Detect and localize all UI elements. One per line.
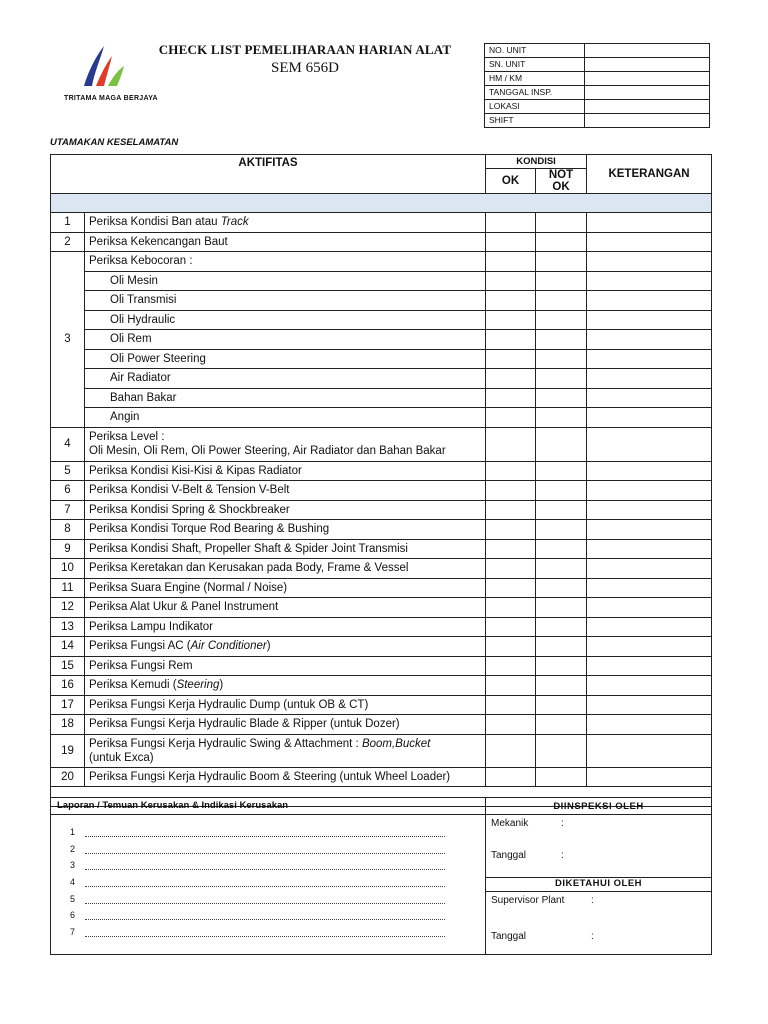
ok-checkbox[interactable]	[486, 388, 536, 408]
checklist-row	[51, 656, 712, 676]
not-ok-checkbox[interactable]	[536, 291, 587, 311]
activity-cell	[85, 578, 486, 598]
not-ok-checkbox[interactable]	[536, 213, 587, 233]
not-ok-checkbox[interactable]	[536, 232, 587, 252]
info-row	[485, 114, 710, 128]
aktifitas-header: AKTIFITAS	[51, 155, 486, 194]
not-ok-checkbox[interactable]	[536, 349, 587, 369]
activity-text: Periksa Fungsi AC (	[89, 640, 191, 653]
not-ok-checkbox[interactable]	[536, 500, 587, 520]
checklist-row	[51, 598, 712, 618]
activity-text: Bahan Bakar	[110, 391, 177, 404]
not-ok-checkbox[interactable]	[536, 715, 587, 735]
keterangan-field[interactable]	[587, 310, 712, 330]
checklist-row	[51, 388, 712, 408]
row-number: 15	[51, 656, 85, 676]
checklist-row	[51, 520, 712, 540]
activity-text: Periksa Alat Ukur & Panel Instrument	[89, 601, 279, 614]
activity-cell	[85, 734, 486, 767]
checklist-row	[51, 559, 712, 579]
ok-checkbox[interactable]	[486, 310, 536, 330]
activity-emphasis: Steering	[176, 679, 220, 692]
ok-checkbox[interactable]	[486, 252, 536, 272]
activity-cell	[85, 520, 486, 540]
supervisor-label: Supervisor Plant	[491, 895, 565, 906]
activity-cell	[85, 695, 486, 715]
tanggal-label-2: Tanggal	[491, 931, 527, 942]
row-number: 11	[51, 578, 85, 598]
activity-text: Periksa Fungsi Kerja Hydraulic Swing & Attachment :	[89, 737, 362, 750]
keterangan-field[interactable]	[587, 695, 712, 715]
keterangan-field[interactable]	[587, 232, 712, 252]
activity-cell	[85, 427, 486, 461]
not-ok-checkbox[interactable]	[536, 271, 587, 291]
info-value[interactable]	[585, 86, 710, 100]
section-band	[51, 194, 712, 213]
checklist-table	[50, 154, 712, 807]
report-line-number: 7	[69, 927, 75, 938]
keterangan-header: KETERANGAN	[587, 155, 712, 194]
row-number: 13	[51, 617, 85, 637]
not-ok-checkbox[interactable]	[536, 598, 587, 618]
activity-cell	[85, 656, 486, 676]
keterangan-field[interactable]	[587, 213, 712, 233]
ok-checkbox[interactable]	[486, 715, 536, 735]
ok-checkbox[interactable]	[486, 656, 536, 676]
activity-text: Angin	[110, 411, 140, 424]
ok-checkbox[interactable]	[486, 213, 536, 233]
dotted-line	[85, 886, 445, 887]
info-row	[485, 58, 710, 72]
activity-cell	[85, 232, 486, 252]
tanggal-label: Tanggal	[491, 850, 527, 861]
activity-cell	[85, 213, 486, 233]
not-ok-checkbox[interactable]	[536, 461, 587, 481]
acknowledged-by-box[interactable]	[486, 892, 712, 955]
keterangan-field[interactable]	[587, 369, 712, 389]
activity-text: Periksa Kekencangan Baut	[89, 235, 228, 248]
keterangan-field[interactable]	[587, 330, 712, 350]
checklist-row	[51, 715, 712, 735]
not-ok-header: NOT OK	[536, 169, 587, 194]
row-number: 9	[51, 539, 85, 559]
activity-text: Periksa Kondisi Spring & Shockbreaker	[89, 503, 290, 516]
checklist-row	[51, 427, 712, 461]
keterangan-field[interactable]	[587, 656, 712, 676]
keterangan-field[interactable]	[587, 578, 712, 598]
keterangan-field[interactable]	[587, 676, 712, 696]
activity-cell	[85, 369, 486, 389]
report-line-number: 1	[69, 827, 75, 837]
info-label: TANGGAL INSP.	[485, 86, 585, 100]
activity-text: Periksa Kondisi Shaft, Propeller Shaft & Spider Joint Transmisi	[89, 542, 408, 555]
kondisi-header: KONDISI	[486, 155, 587, 169]
activity-text: Oli Rem	[110, 333, 152, 346]
ok-checkbox[interactable]	[486, 461, 536, 481]
ok-checkbox[interactable]	[486, 559, 536, 579]
row-number: 6	[51, 481, 85, 501]
activity-text: Periksa Lampu Indikator	[89, 620, 214, 633]
ok-checkbox[interactable]	[486, 617, 536, 637]
keterangan-field[interactable]	[587, 408, 712, 428]
dotted-line	[85, 903, 445, 904]
ok-checkbox[interactable]	[486, 408, 536, 428]
activity-cell	[85, 461, 486, 481]
activity-text: Oli Mesin	[110, 274, 158, 287]
report-line[interactable]	[51, 841, 485, 858]
activity-cell	[85, 481, 486, 501]
tanggal-colon-2: :	[591, 931, 594, 942]
ok-checkbox[interactable]	[486, 539, 536, 559]
activity-tail: Oli Mesin, Oli Rem, Oli Power Steering, Air Radiator dan Bahan Bakar	[89, 445, 446, 457]
report-line[interactable]	[51, 924, 485, 941]
dotted-line	[85, 936, 445, 937]
checklist-row	[51, 369, 712, 389]
ok-checkbox[interactable]	[486, 369, 536, 389]
keterangan-field[interactable]	[587, 520, 712, 540]
not-ok-checkbox[interactable]	[536, 481, 587, 501]
row-number: 14	[51, 637, 85, 657]
ok-checkbox[interactable]	[486, 427, 536, 461]
activity-emphasis: Air Conditioner	[190, 640, 267, 653]
activity-text: Periksa Kebocoran :	[89, 255, 193, 268]
mekanik-colon: :	[561, 818, 564, 829]
activity-text: Oli Hydraulic	[110, 313, 176, 326]
not-ok-checkbox[interactable]	[536, 252, 587, 272]
keterangan-field[interactable]	[587, 271, 712, 291]
activity-text: Periksa Keretakan dan Kerusakan pada Body, Frame & Vessel	[89, 562, 409, 575]
ok-checkbox[interactable]	[486, 695, 536, 715]
activity-tail: )	[219, 679, 224, 692]
info-row	[485, 86, 710, 100]
keterangan-field[interactable]	[587, 500, 712, 520]
keterangan-field[interactable]	[587, 388, 712, 408]
row-number: 20	[51, 767, 85, 787]
not-ok-checkbox[interactable]	[536, 539, 587, 559]
report-line-number: 2	[69, 843, 75, 854]
activity-cell	[85, 349, 486, 369]
keterangan-field[interactable]	[587, 598, 712, 618]
acknowledged-by-title: DIKETAHUI OLEH	[486, 878, 712, 892]
ok-checkbox[interactable]	[486, 598, 536, 618]
checklist-row	[51, 232, 712, 252]
info-value[interactable]	[585, 114, 710, 128]
info-row	[485, 44, 710, 58]
tanggal-colon: :	[561, 850, 564, 861]
checklist-row	[51, 500, 712, 520]
not-ok-checkbox[interactable]	[536, 637, 587, 657]
supervisor-colon: :	[591, 895, 594, 906]
form-title: CHECK LIST PEMELIHARAAN HARIAN ALAT	[158, 42, 452, 57]
info-row	[485, 100, 710, 114]
keterangan-field[interactable]	[587, 349, 712, 369]
info-value[interactable]	[585, 72, 710, 86]
not-ok-checkbox[interactable]	[536, 408, 587, 428]
safety-note: UTAMAKAN KESELAMATAN	[50, 137, 179, 148]
checklist-row	[51, 271, 712, 291]
activity-cell	[85, 500, 486, 520]
inspected-by-title: DIINSPEKSI OLEH	[486, 798, 712, 815]
checklist-row	[51, 734, 712, 767]
not-ok-checkbox[interactable]	[536, 310, 587, 330]
checklist-row	[51, 637, 712, 657]
keterangan-field[interactable]	[587, 715, 712, 735]
keterangan-field[interactable]	[587, 539, 712, 559]
activity-cell	[85, 767, 486, 787]
checklist-row	[51, 578, 712, 598]
keterangan-field[interactable]	[587, 767, 712, 787]
keterangan-field[interactable]	[587, 427, 712, 461]
keterangan-field[interactable]	[587, 637, 712, 657]
unit-info-table	[484, 43, 710, 128]
not-ok-checkbox[interactable]	[536, 559, 587, 579]
info-label: SN. UNIT	[485, 58, 585, 72]
checklist-row	[51, 349, 712, 369]
row-number: 10	[51, 559, 85, 579]
activity-text: Oli Transmisi	[110, 294, 177, 307]
dotted-line	[85, 853, 445, 854]
activity-text: Periksa Kondisi Torque Rod Bearing & Bushing	[89, 523, 330, 536]
activity-emphasis: Track	[220, 216, 249, 229]
ok-checkbox[interactable]	[486, 349, 536, 369]
activity-cell	[85, 330, 486, 350]
activity-cell	[85, 388, 486, 408]
ok-checkbox[interactable]	[486, 767, 536, 787]
company-logo	[82, 44, 128, 88]
row-number: 4	[51, 427, 85, 461]
activity-text: Air Radiator	[110, 372, 171, 385]
report-line-number: 6	[69, 910, 75, 921]
keterangan-field[interactable]	[587, 734, 712, 767]
checklist-row	[51, 767, 712, 787]
info-label: HM / KM	[485, 72, 585, 86]
info-label: NO. UNIT	[485, 44, 585, 58]
activity-cell	[85, 598, 486, 618]
row-number: 7	[51, 500, 85, 520]
ok-checkbox[interactable]	[486, 481, 536, 501]
activity-cell	[85, 715, 486, 735]
checklist-row	[51, 330, 712, 350]
checklist-row	[51, 408, 712, 428]
activity-text: Periksa Kondisi Kisi-Kisi & Kipas Radiator	[89, 464, 302, 477]
info-value[interactable]	[585, 100, 710, 114]
checklist-row	[51, 252, 712, 272]
ok-checkbox[interactable]	[486, 271, 536, 291]
ok-checkbox[interactable]	[486, 500, 536, 520]
report-line[interactable]	[51, 874, 485, 891]
row-number: 16	[51, 676, 85, 696]
row-number: 17	[51, 695, 85, 715]
ok-checkbox[interactable]	[486, 232, 536, 252]
info-label: LOKASI	[485, 100, 585, 114]
report-line[interactable]	[51, 891, 485, 908]
inspected-by-box[interactable]	[486, 815, 712, 878]
activity-cell	[85, 408, 486, 428]
mekanik-label: Mekanik	[491, 818, 529, 829]
activity-cell	[85, 271, 486, 291]
activity-text: Periksa Kondisi Ban atau	[89, 216, 221, 229]
not-ok-checkbox[interactable]	[536, 369, 587, 389]
activity-cell	[85, 637, 486, 657]
not-ok-checkbox[interactable]	[536, 656, 587, 676]
checklist-row	[51, 539, 712, 559]
row-number: 8	[51, 520, 85, 540]
activity-text: Oli Power Steering	[110, 352, 206, 365]
ok-checkbox[interactable]	[486, 330, 536, 350]
info-value[interactable]	[585, 58, 710, 72]
report-line[interactable]	[51, 857, 485, 874]
info-row	[485, 72, 710, 86]
activity-text: Periksa Fungsi Kerja Hydraulic Boom & Steering (untuk Wheel Loader)	[89, 770, 451, 783]
row-number: 12	[51, 598, 85, 618]
row-number: 19	[51, 734, 85, 767]
not-ok-checkbox[interactable]	[536, 330, 587, 350]
keterangan-field[interactable]	[587, 617, 712, 637]
ok-checkbox[interactable]	[486, 578, 536, 598]
keterangan-field[interactable]	[587, 291, 712, 311]
checklist-row	[51, 695, 712, 715]
not-ok-checkbox[interactable]	[536, 427, 587, 461]
ok-header: OK	[486, 169, 536, 194]
keterangan-field[interactable]	[587, 252, 712, 272]
ok-checkbox[interactable]	[486, 291, 536, 311]
report-line-number: 3	[69, 860, 75, 871]
row-number: 3	[51, 252, 85, 428]
report-title: Laporan / Temuan Kerusakan & Indikasi Kerusakan	[51, 798, 486, 815]
report-line[interactable]	[51, 907, 485, 924]
activity-tail: (untuk Exca)	[89, 751, 154, 764]
activity-text: Periksa Suara Engine (Normal / Noise)	[89, 581, 288, 594]
checklist-row	[51, 213, 712, 233]
activity-cell	[85, 539, 486, 559]
not-ok-checkbox[interactable]	[536, 520, 587, 540]
ok-checkbox[interactable]	[486, 637, 536, 657]
activity-cell	[85, 291, 486, 311]
checklist-row	[51, 310, 712, 330]
dotted-line	[85, 869, 445, 870]
row-number: 18	[51, 715, 85, 735]
activity-text: Periksa Fungsi Kerja Hydraulic Blade & Ripper (untuk Dozer)	[89, 718, 400, 731]
keterangan-field[interactable]	[587, 461, 712, 481]
not-ok-checkbox[interactable]	[536, 734, 587, 767]
dotted-line	[85, 836, 445, 837]
company-name: TRITAMA MAGA BERJAYA	[64, 95, 158, 102]
checklist-row	[51, 461, 712, 481]
row-number: 5	[51, 461, 85, 481]
not-ok-checkbox[interactable]	[536, 578, 587, 598]
ok-checkbox[interactable]	[486, 734, 536, 767]
report-lines[interactable]	[51, 815, 486, 955]
report-line-number: 5	[69, 893, 75, 904]
not-ok-checkbox[interactable]	[536, 695, 587, 715]
activity-text: Periksa Fungsi Kerja Hydraulic Dump (untuk OB & CT)	[89, 698, 369, 711]
checklist-row	[51, 617, 712, 637]
checklist-row	[51, 481, 712, 501]
dotted-line	[85, 919, 445, 920]
report-table	[50, 797, 712, 955]
report-line-number: 4	[69, 877, 75, 888]
keterangan-field[interactable]	[587, 559, 712, 579]
activity-cell	[85, 310, 486, 330]
form-subtitle: SEM 656D	[271, 60, 339, 76]
activity-cell	[85, 252, 486, 272]
checklist-row	[51, 676, 712, 696]
not-ok-checkbox[interactable]	[536, 617, 587, 637]
ok-checkbox[interactable]	[486, 520, 536, 540]
keterangan-field[interactable]	[587, 481, 712, 501]
activity-cell	[85, 676, 486, 696]
activity-tail: )	[266, 640, 271, 653]
ok-checkbox[interactable]	[486, 676, 536, 696]
activity-text: Periksa Kemudi (	[89, 679, 177, 692]
activity-emphasis: Boom,Bucket	[361, 737, 431, 750]
row-number: 2	[51, 232, 85, 252]
report-line[interactable]	[51, 824, 485, 841]
activity-cell	[85, 617, 486, 637]
info-label: SHIFT	[485, 114, 585, 128]
activity-text: Periksa Level :	[89, 431, 165, 443]
activity-cell	[85, 559, 486, 579]
not-ok-checkbox[interactable]	[536, 388, 587, 408]
checklist-row	[51, 291, 712, 311]
not-ok-checkbox[interactable]	[536, 767, 587, 787]
info-value[interactable]	[585, 44, 710, 58]
row-number: 1	[51, 213, 85, 233]
activity-text: Periksa Fungsi Rem	[89, 659, 193, 672]
activity-text: Periksa Kondisi V-Belt & Tension V-Belt	[89, 484, 290, 497]
not-ok-checkbox[interactable]	[536, 676, 587, 696]
